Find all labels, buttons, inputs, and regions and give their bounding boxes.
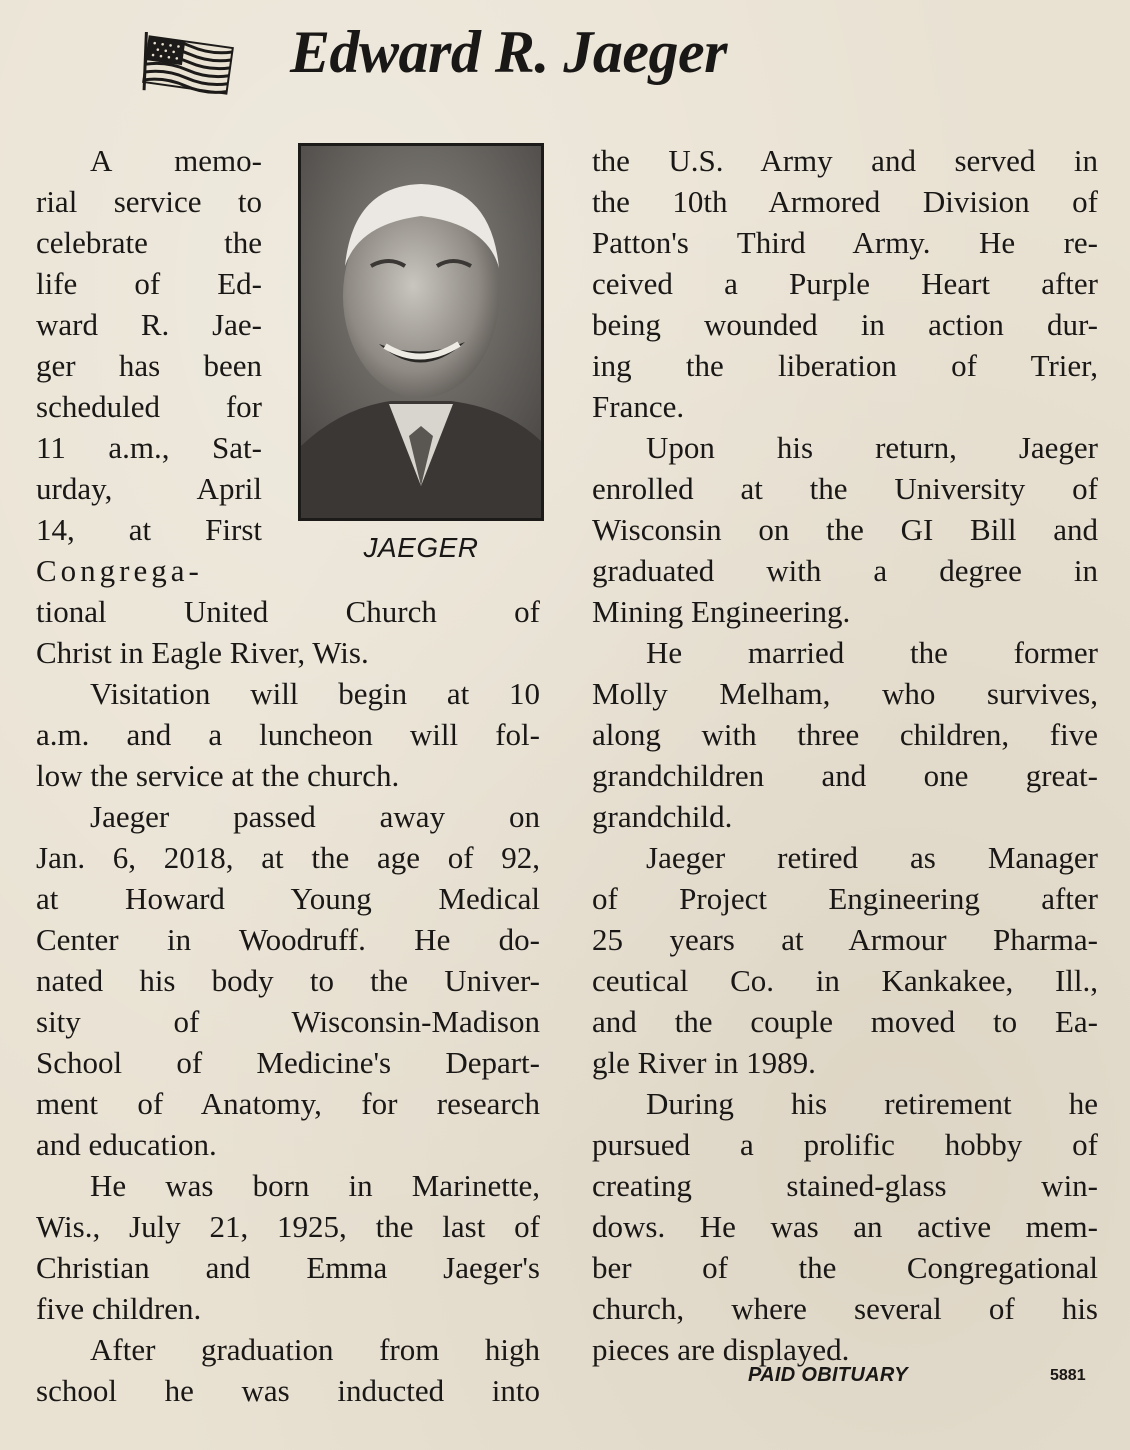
text-line: graduated with a degree in — [592, 553, 1098, 588]
text-line: being wounded in action dur- — [592, 307, 1098, 342]
text-line: creating stained-glass win- — [592, 1168, 1098, 1203]
text-line: ber of the Congregational — [592, 1250, 1098, 1285]
text-line: 11 a.m., Sat- — [36, 430, 262, 465]
text-line: ger has been — [36, 348, 262, 383]
text-line: school he was inducted into — [36, 1373, 540, 1408]
ad-number: 5881 — [1050, 1367, 1086, 1384]
text-line: scheduled for — [36, 389, 262, 424]
text-line: Wis., July 21, 1925, the last of — [36, 1209, 540, 1244]
text-line: sity of Wisconsin-Madison — [36, 1004, 540, 1039]
us-flag-icon — [140, 32, 236, 98]
text-line: nated his body to the Univer- — [36, 963, 540, 998]
text-line: pursued a prolific hobby of — [592, 1127, 1098, 1162]
text-line: Jan. 6, 2018, at the age of 92, — [36, 840, 540, 875]
text-line: grandchild. — [592, 799, 733, 834]
obituary-title: Edward R. Jaeger — [290, 19, 728, 85]
text-line: Molly Melham, who survives, — [592, 676, 1098, 711]
text-line: a.m. and a luncheon will fol- — [36, 717, 540, 752]
text-line: 14, at First — [36, 512, 262, 547]
text-line: After graduation from high — [90, 1332, 540, 1367]
text-line: of Project Engineering after — [592, 881, 1098, 916]
text-line: rial service to — [36, 184, 262, 219]
text-line: urday, April — [36, 471, 262, 506]
text-line: church, where several of his — [592, 1291, 1098, 1326]
portrait-photo — [298, 143, 544, 521]
text-line: grandchildren and one great- — [592, 758, 1098, 793]
text-line: Patton's Third Army. He re- — [592, 225, 1098, 260]
text-line: and the couple moved to Ea- — [592, 1004, 1098, 1039]
text-line: at Howard Young Medical — [36, 881, 540, 916]
text-line: Jaeger retired as Manager — [646, 840, 1098, 875]
text-line: Christian and Emma Jaeger's — [36, 1250, 540, 1285]
text-line: Center in Woodruff. He do- — [36, 922, 540, 957]
text-line: ing the liberation of Trier, — [592, 348, 1098, 383]
photo-caption: JAEGER — [363, 532, 479, 563]
text-line: celebrate the — [36, 225, 262, 260]
text-line: ment of Anatomy, for research — [36, 1086, 540, 1121]
text-line: life of Ed- — [36, 266, 262, 301]
text-line: the 10th Armored Division of — [592, 184, 1098, 219]
text-line: along with three children, five — [592, 717, 1098, 752]
text-line: ceived a Purple Heart after — [592, 266, 1098, 301]
text-line: gle River in 1989. — [592, 1045, 816, 1080]
text-line: enrolled at the University of — [592, 471, 1098, 506]
text-line: Upon his return, Jaeger — [646, 430, 1098, 465]
text-line: Congrega- — [36, 553, 203, 588]
text-line: A memo- — [90, 143, 262, 178]
text-line: five children. — [36, 1291, 202, 1326]
text-line: tional United Church of — [36, 594, 540, 629]
text-line: Jaeger passed away on — [90, 799, 540, 834]
text-line: and education. — [36, 1127, 217, 1162]
text-line: France. — [592, 389, 685, 424]
text-line: During his retirement he — [646, 1086, 1098, 1121]
text-line: Visitation will begin at 10 — [90, 676, 540, 711]
text-line: dows. He was an active mem- — [592, 1209, 1098, 1244]
text-line: 25 years at Armour Pharma- — [592, 922, 1098, 957]
text-line: pieces are displayed. — [592, 1332, 850, 1367]
text-line: He was born in Marinette, — [90, 1168, 540, 1203]
text-line: School of Medicine's Depart- — [36, 1045, 540, 1080]
text-line: ceutical Co. in Kankakee, Ill., — [592, 963, 1098, 998]
text-line: low the service at the church. — [36, 758, 400, 793]
text-line: Christ in Eagle River, Wis. — [36, 635, 369, 670]
text-line: Wisconsin on the GI Bill and — [592, 512, 1098, 547]
text-line: Mining Engineering. — [592, 594, 851, 629]
text-line: the U.S. Army and served in — [592, 143, 1098, 178]
text-line: ward R. Jae- — [36, 307, 262, 342]
paid-obituary-label: PAID OBITUARY — [748, 1364, 908, 1386]
text-line: He married the former — [646, 635, 1098, 670]
